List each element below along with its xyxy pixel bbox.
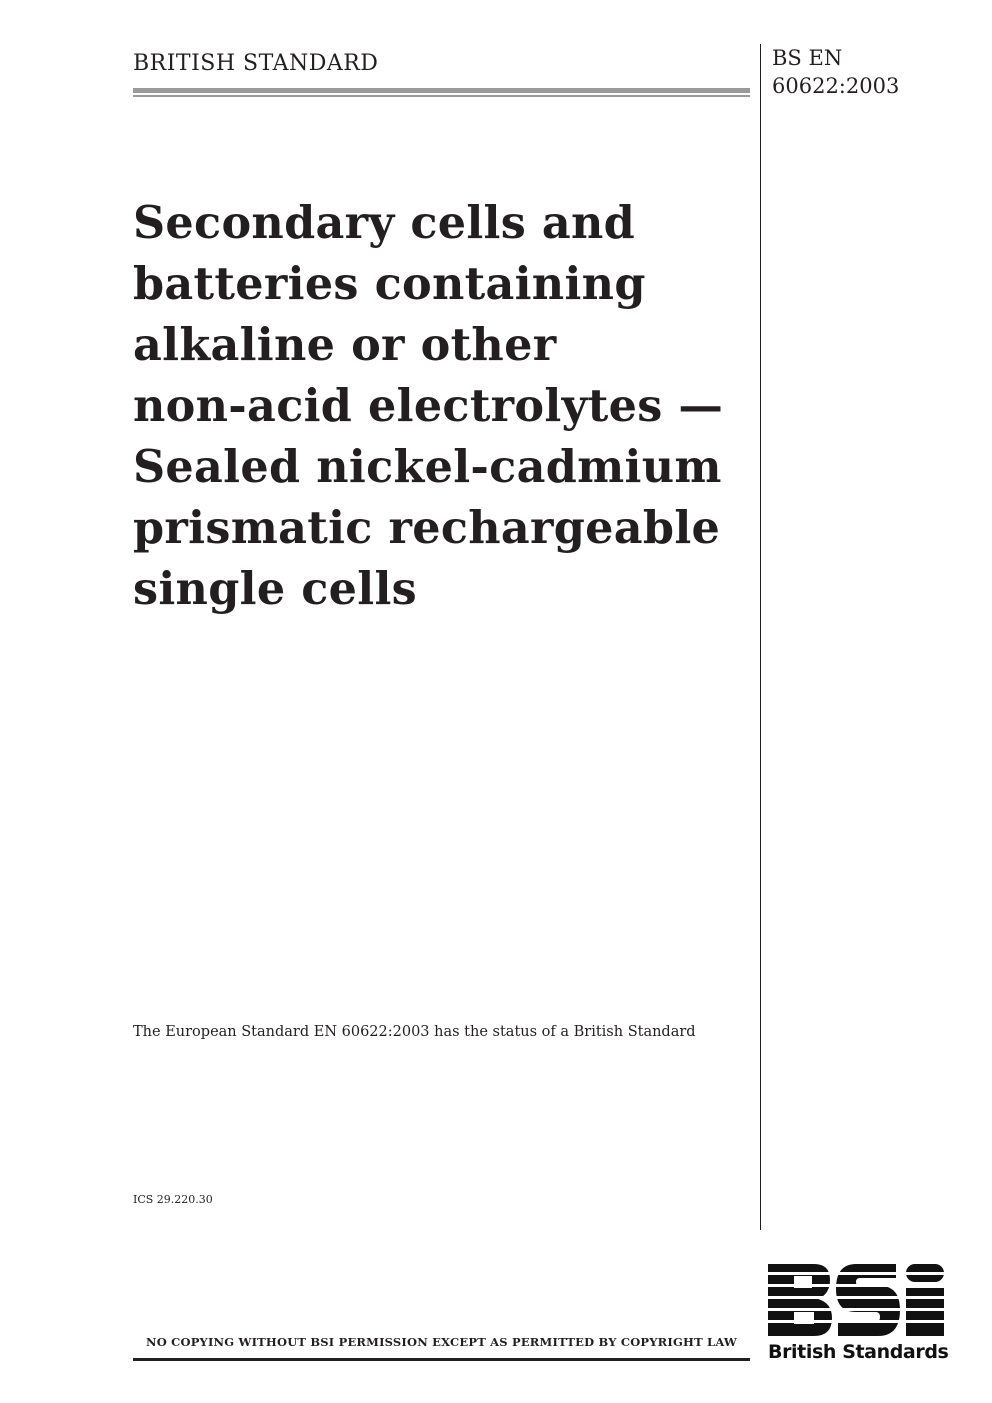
title-line: batteries containing	[133, 258, 646, 310]
header-rule-thick	[133, 88, 750, 93]
document-number-line-1: BS EN	[772, 46, 843, 70]
title-line: Sealed nickel-cadmium	[133, 441, 722, 493]
document-title	[133, 193, 748, 620]
bsi-logo	[768, 1262, 949, 1368]
title-line: alkaline or other	[133, 319, 557, 371]
footer-rule	[133, 1358, 750, 1361]
title-line: non-acid electrolytes —	[133, 380, 724, 432]
copyright-notice: NO COPYING WITHOUT BSI PERMISSION EXCEPT AS PERMITTED BY COPYRIGHT LAW	[145, 1335, 738, 1349]
title-line: prismatic rechargeable	[133, 502, 721, 554]
column-divider	[760, 44, 761, 1230]
header-rule-thin	[133, 95, 750, 97]
status-note: The European Standard EN 60622:2003 has the status of a British Standard	[133, 1024, 696, 1040]
document-number-line-2: 60622:2003	[772, 74, 900, 98]
header-rule	[133, 88, 750, 97]
bsi-logo-subtitle: British Standards	[768, 1341, 949, 1363]
title-line: single cells	[133, 563, 418, 615]
ics-code: ICS 29.220.30	[133, 1193, 213, 1206]
series-label: BRITISH STANDARD	[133, 51, 379, 76]
bsi-wordmark-logo	[768, 1262, 944, 1338]
document-number	[772, 44, 899, 100]
title-line: Secondary cells and	[133, 197, 636, 249]
